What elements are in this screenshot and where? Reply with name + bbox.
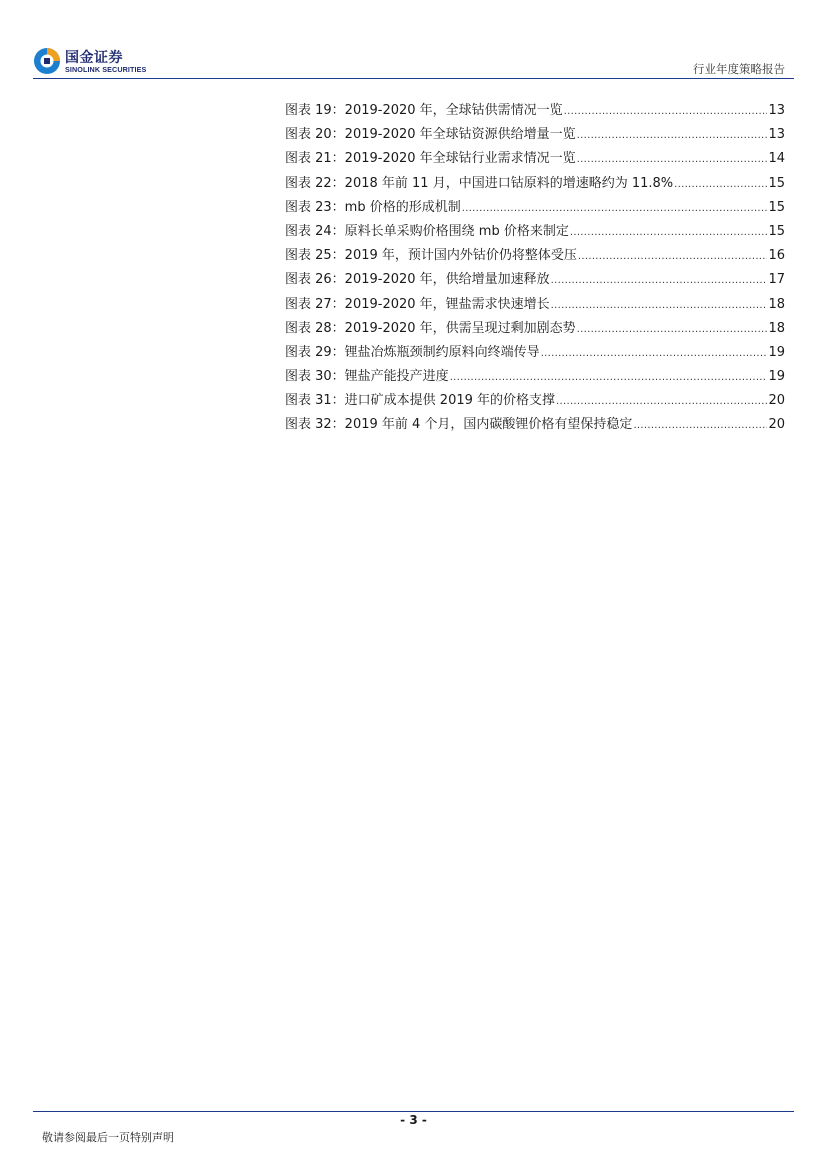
toc-entry-label: 图表 27：2019-2020 年，锂盐需求快速增长 [285,296,550,312]
toc-entry-label: 图表 28：2019-2020 年，供需呈现过剩加剧态势 [285,320,576,336]
toc-entry-label: 图表 31：进口矿成本提供 2019 年的价格支撑 [285,393,556,409]
toc-entry-page: 13 [768,103,785,118]
toc-dot-leader [551,268,768,293]
toc-entry-page: 20 [768,417,785,433]
toc-dot-leader [633,413,767,438]
toc-entry[interactable] [285,341,785,365]
toc-entry-label: 图表 24：原料长单采购价格围绕 mb 价格来制定 [285,223,569,239]
toc-entry-page: 17 [768,272,785,288]
toc-entry[interactable] [285,220,785,244]
toc-entry[interactable] [285,244,785,268]
toc-dot-leader [577,147,768,172]
disclaimer-note: 敬请参阅最后一页特别声明 [42,1131,174,1144]
header-divider [33,78,794,79]
toc-entry-page: 18 [768,296,785,312]
toc-entry-page: 14 [768,151,785,167]
logo-chinese-name: 国金证券 [65,50,123,66]
toc-entry-label: 图表 21：2019-2020 年全球钴行业需求情况一览 [285,151,576,167]
toc-entry-page: 15 [768,175,785,191]
toc-entry-page: 15 [768,199,785,215]
toc-entry[interactable] [285,365,785,389]
toc-entry-label: 图表 29：锂盐冶炼瓶颈制约原料向终端传导 [285,344,540,360]
toc-entry-page: 20 [768,393,785,409]
toc-entry-label: 图表 22：2018 年前 11 月，中国进口钴原料的增速略约为 11.8% [285,175,674,191]
sinolink-logo-icon [33,47,61,75]
toc-entry-label: 图表 30：锂盐产能投产进度 [285,369,449,385]
toc-entry-label: 图表 20：2019-2020 年全球钴资源供给增量一览 [285,127,576,143]
toc-dot-leader [578,244,768,269]
toc-dot-leader [462,196,768,221]
toc-entry-page: 19 [768,344,785,360]
page-header [0,0,827,80]
toc-dot-leader [570,220,768,245]
toc-entry[interactable] [285,389,785,413]
toc-entry[interactable] [285,147,785,171]
logo-english-name: SINOLINK SECURITIES [65,65,147,74]
toc-entry[interactable] [285,413,785,437]
toc-entry-page: 15 [768,223,785,239]
page-number: - 3 - [400,1113,427,1127]
toc-entry[interactable] [285,268,785,292]
toc-entry-label: 图表 23：mb 价格的形成机制 [285,199,461,215]
toc-dot-leader [556,389,767,414]
toc-entry[interactable] [285,99,785,123]
toc-entry[interactable] [285,196,785,220]
toc-dot-leader [674,172,767,197]
toc-dot-leader [541,341,768,366]
toc-entry-page: 19 [768,369,785,385]
toc-entry[interactable] [285,172,785,196]
toc-dot-leader [577,123,768,148]
toc-entry-label: 图表 32：2019 年前 4 个月，国内碳酸锂价格有望保持稳定 [285,417,633,433]
toc-entry-label: 图表 25：2019 年，预计国内外钴价仍将整体受压 [285,248,577,264]
toc-dot-leader [450,365,768,390]
report-type: 行业年度策略报告 [693,62,785,76]
toc-dot-leader [564,99,768,124]
toc-dot-leader [577,317,768,342]
toc-dot-leader [551,293,768,318]
toc-entry-label: 图表 26：2019-2020 年，供给增量加速释放 [285,272,550,288]
toc-entry-label: 图表 19：2019-2020 年，全球钴供需情况一览 [285,103,563,118]
toc-entry[interactable] [285,123,785,147]
company-logo [33,47,153,77]
footer-divider [33,1111,794,1112]
toc-entry-page: 16 [768,248,785,264]
toc-entry[interactable] [285,293,785,317]
toc-entry-page: 18 [768,320,785,336]
toc-entry-page: 13 [768,127,785,143]
figure-index-list [285,99,785,438]
toc-entry[interactable] [285,317,785,341]
